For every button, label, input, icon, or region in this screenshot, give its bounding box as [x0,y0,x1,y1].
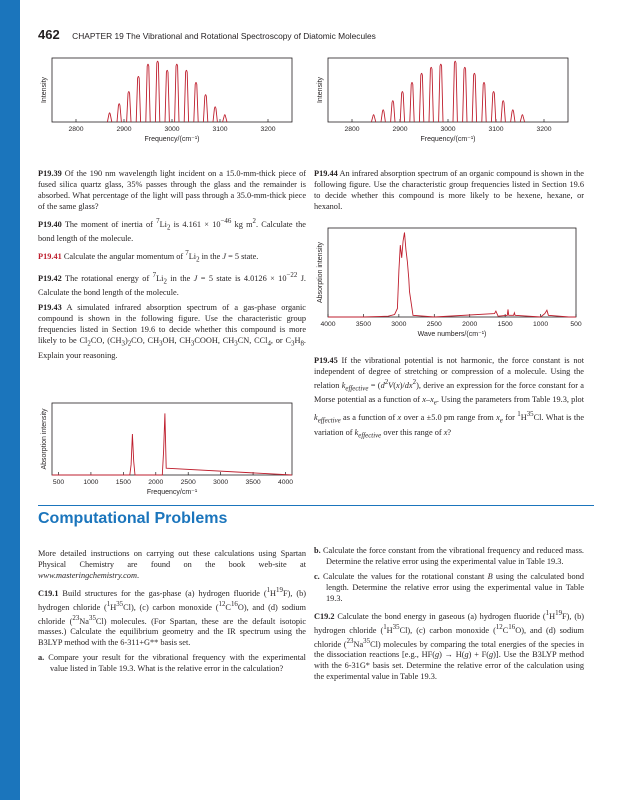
x-tick-label: 3000 [213,479,229,486]
spectrum-peak [155,61,159,122]
spectrum-peak [429,67,433,122]
problem-19-44: P19.44 An infrared absorption spectrum of an organic compound is shown in the following figure. Use the characteristic group frequencies listed in Section 19.6 to decide whether this compound is more likely to be hexene, hexane, or hexanol. [314,169,584,211]
y-axis-label: Intensity [41,76,48,104]
page-accent-bar [0,0,20,800]
right-problems-bottom [314,355,584,445]
spectrum-chart-2 [306,50,576,160]
spectrum-peak [136,76,140,122]
problem-19-45: P19.45 If the vibrational potential is not harmonic, the force constant is not independent of degree of stretching or compression of a molecule. Using the relation $k_{effective} = (d^2V(x)/dx^2)$, derive an expression for the force constant for a Morse potential as a function of $x-x_e$. Using the parameters from Table 19.3, plot $k_{effective}$ as a function of x over a ±5.0 pm range from $x_e$ for $^1H^{35}Cl$. What is the variation of $k_{effective}$ over this range of x? [314,356,585,440]
problem-c19-1-c: c. Calculate the values for the rotational constant B using the calculated bond length. Determine the relative error using the experimental value in Table 19.3. [314,572,584,603]
x-tick-label: 1500 [497,321,513,328]
spectrum-peak [439,64,443,122]
spectrum-peak [223,115,227,122]
problem-19-39: P19.39 Of the 190 nm wavelength light incident on a 15.0-mm-thick piece of fused silica quartz glass, 35% passes through the glass and the remainder is absorbed. What percentage of the light will pass through a 35.0-mm-thick piece of the same glass? [38,169,306,211]
section-title: Computational Problems [38,510,228,527]
problem-19-43: P19.43 A simulated infrared absorption spectrum of a gas-phase organic compound is shown in the following figure. Use the characteristic group frequencies listed in Section 19.6 to decide whether this compound is more likely to be $Cl_2CO$, $(CH_3)_2CO$, $CH_3OH$, $CH_3COOH$, $CH_3CN$, CCl$_4$, or $C_3H_8$. Explain your reasoning. [38,303,306,360]
spectrum-peak [194,82,198,122]
spectrum-peak [463,67,467,122]
x-tick-label: 2000 [148,479,164,486]
spectrum-peak [501,101,505,122]
x-axis-label: Frequency/(cm⁻¹) [420,136,476,143]
x-tick-label: 500 [52,479,65,486]
problem-19-41: P19.41 Calculate the angular momentum of $^7Li_2$ in the J = 5 state. [38,250,259,264]
right-problems-top [314,168,584,216]
spectrum-line [52,413,292,475]
plot-frame [328,58,568,122]
y-axis-label: Absorption intensity [317,241,324,304]
page-header [38,26,376,44]
spectrum-peak [146,64,150,122]
computational-right [314,545,584,686]
spectrum-peak [410,82,414,122]
x-tick-label: 3100 [488,126,504,133]
spectrum-peak [391,101,395,122]
computational-intro: More detailed instructions on carrying out these calculations using Spartan Physical Chemistry are found on the book web-site at www.masteringchemistry.com. [38,549,306,580]
x-axis-label: Wave numbers/(cm⁻¹) [417,331,487,338]
x-tick-label: 1000 [83,479,99,486]
spectrum-peak [472,73,476,122]
spectrum-peak [453,61,457,122]
absorption-chart-left [30,395,300,505]
y-axis-label: Intensity [317,76,324,104]
spectrum-peak [107,113,111,122]
spectrum-peak [203,95,207,122]
x-tick-label: 2900 [116,126,132,133]
plot-frame [52,58,292,122]
y-axis-label: Absorption intensity [41,408,48,470]
spectrum-peak [213,107,217,122]
spectrum-peak [127,92,131,122]
x-tick-label: 2000 [462,321,478,328]
absorption-chart-right [306,222,586,347]
spectrum-chart-1-svg [30,50,300,160]
spectrum-peak [381,110,385,122]
problem-c19-1: C19.1 Build structures for the gas-phase (a) hydrogen fluoride $(^1H^{19}F)$, (b) hydrogen chloride $(^1H^{35}Cl)$, (c) carbon monoxide $(^{12}C^{16}O)$, and (d) sodium chloride ($^{23}$Na$^{35}$Cl) molecules. (For Spartan, these are the default isotopic masses.) Calculate the equilibrium geometry and the IR spectrum using the B3LYP method with the 6-311+G** basis set. [38,587,306,648]
spectrum-chart-1 [30,50,300,160]
x-tick-label: 3200 [260,126,276,133]
computational-left [38,548,306,678]
spectrum-line [328,233,576,318]
spectrum-chart-2-svg [306,50,576,160]
problem-19-40: P19.40 The moment of inertia of $^7Li_2$ is $4.161 \times 10^{-46}$ kg $m^2$. Calculate the bond length of the molecule. [38,218,306,244]
spectrum-peak [117,104,121,122]
spectrum-peak [165,70,169,122]
spectrum-peak [400,92,404,122]
x-tick-label: 4000 [277,479,294,486]
spectrum-peak [184,70,188,122]
x-tick-label: 3000 [164,126,180,133]
chapter-title: CHAPTER 19 The Vibrational and Rotational Spectroscopy of Diatomic Molecules [72,31,376,41]
x-tick-label: 3000 [440,126,456,133]
absorption-chart-right-svg [306,222,586,347]
spectrum-peak [491,92,495,122]
plot-frame [52,403,292,475]
x-tick-label: 2800 [344,126,360,133]
x-tick-label: 1000 [533,321,549,328]
problem-c19-1-a: a. Compare your result for the vibrational frequency with the experimental value listed in Table 19.3. What is the relative error in the calculation? [38,653,306,674]
page-number: 462 [38,27,60,42]
section-rule [38,505,594,506]
x-tick-label: 4000 [320,321,336,328]
spectrum-peak [520,115,524,122]
x-tick-label: 2500 [180,479,196,486]
spectrum-peak [419,73,423,122]
x-tick-label: 3000 [391,321,407,328]
spectrum-peak [511,110,515,122]
x-tick-label: 2800 [68,126,84,133]
x-tick-label: 3500 [355,321,371,328]
x-tick-label: 3200 [536,126,552,133]
x-tick-label: 500 [570,321,582,328]
spectrum-peak [482,82,486,122]
x-tick-label: 3100 [212,126,228,133]
problem-c19-1-b: b. Calculate the force constant from the vibrational frequency and reduced mass. Determine the relative error using the experimental value in Table 19.3. [314,546,584,566]
x-tick-label: 2900 [392,126,408,133]
spectrum-peak [175,64,179,122]
x-tick-label: 2500 [426,321,442,328]
plot-frame [328,228,576,317]
problem-19-42: P19.42 The rotational energy of $^7Li_2$ in the J = 5 state is $4.0126 \times 10^{-22}$ J. Calculate the bond length of the molecule. [38,271,306,298]
spectrum-peak [371,115,375,122]
x-tick-label: 1500 [115,479,131,486]
x-tick-label: 3500 [245,479,261,486]
absorption-chart-left-svg [30,395,300,505]
problem-c19-2: C19.2 Calculate the bond energy in gaseous (a) hydrogen fluoride $(^1H^{19}F)$, (b) hydrogen chloride $(^1H^{35}Cl)$, (c) carbon monoxide $(^{12}C^{16}O)$, and (d) sodium chloride ($^{23}$Na$^{35}$Cl) molecules by comparing the total energies of the species in the dissociation reactions [e.g., HF(g) → H(g) + F(g)]. Use the B3LYP method with the 6-31G* basis set. Determine the relative error of the calculation using the experimental value in Table 19.3. [314,610,585,682]
left-problems [38,168,306,365]
x-axis-label: Frequency/(cm⁻¹) [144,136,200,143]
x-axis-label: Frequency/cm⁻¹ [146,489,198,496]
